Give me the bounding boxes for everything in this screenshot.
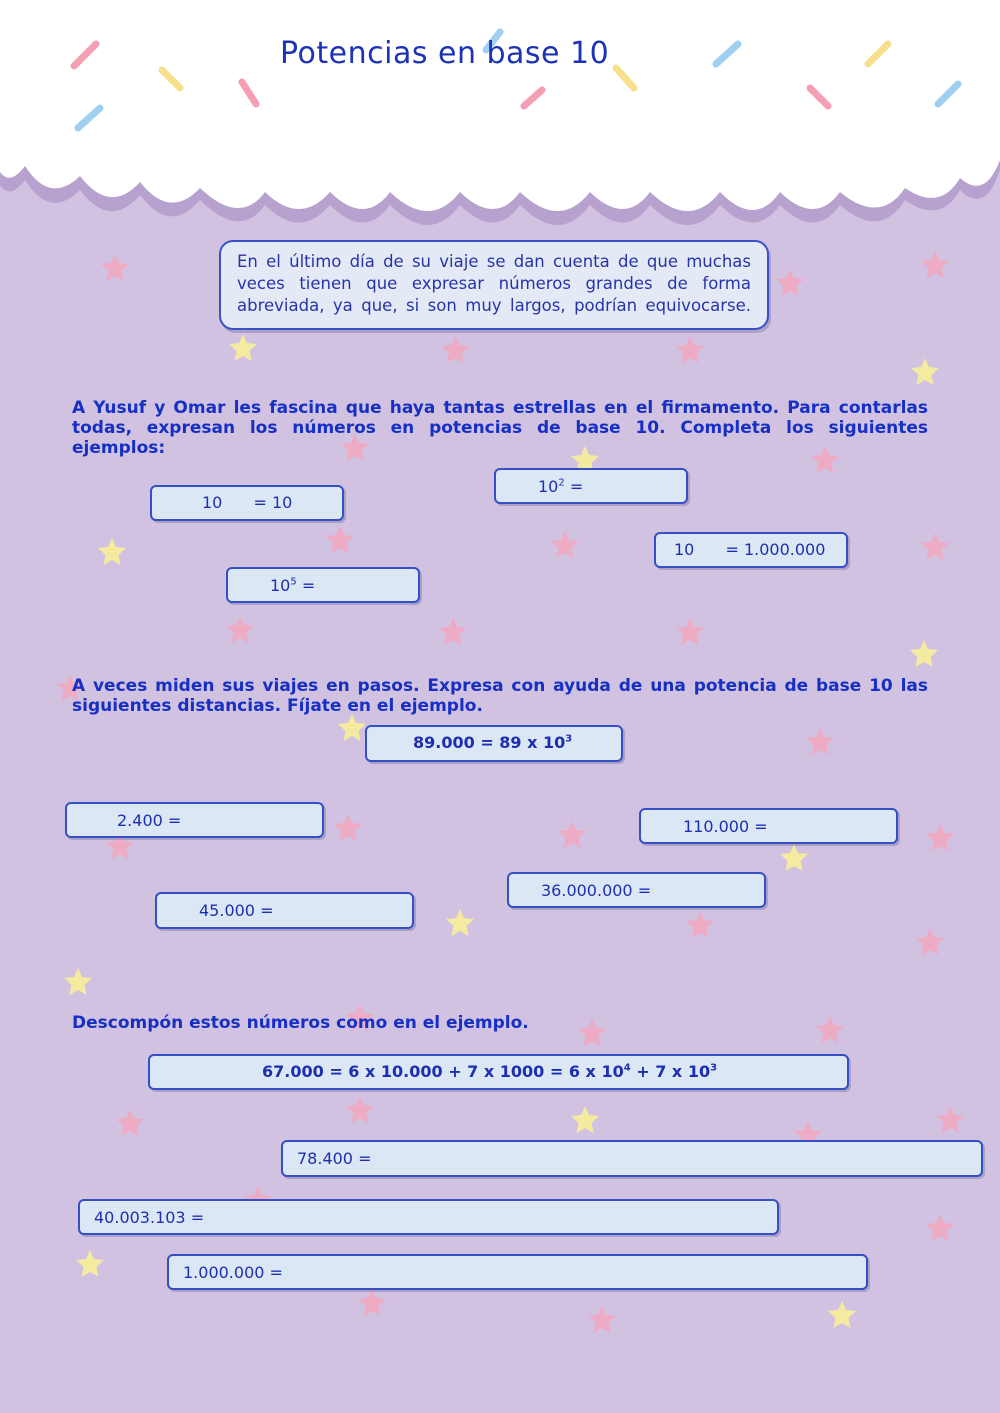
power-box-2 [494,468,688,504]
example-box [365,725,623,762]
power-box-1 [150,485,344,521]
decomposition-example [148,1054,849,1090]
equation: = 10 [253,493,293,512]
answer-input[interactable] [186,804,310,838]
answer-input[interactable] [209,1201,753,1235]
distance-label: 110.000 = [683,817,768,836]
base: 10 [538,477,559,496]
power-box-4 [226,567,420,603]
number-label: 1.000.000 = [183,1263,283,1282]
decompose-box-3 [167,1254,868,1290]
answer-input[interactable] [320,569,384,603]
example-text: 89.000 = 89 x 10 [413,733,566,752]
page-title: Potencias en base 10 [280,36,610,71]
base: 10 [202,493,223,512]
example-part-2: + 7 x 10 [630,1062,711,1081]
answer-input[interactable] [773,810,887,844]
answer-input[interactable] [588,470,652,504]
intro-text-box: En el último día de su viaje se dan cuenta de que muchas veces tienen que expresar números grandes de forma abreviada, ya que, si son muy largos, podrían equivocarse. [219,240,769,330]
number-label: 78.400 = [297,1149,372,1168]
answer-input[interactable] [656,874,750,908]
section1-instruction: A Yusuf y Omar les fascina que haya tantas estrellas en el firmamento. Para contarlas todas, expresan los números en potencias de base 10. Completa los siguientes ejemplos: [72,398,928,458]
number-label: 40.003.103 = [94,1208,205,1227]
example-part-1: 67.000 = 6 x 10.000 + 7 x 1000 = 6 x 10 [262,1062,624,1081]
distance-box-3 [507,872,766,908]
answer-input[interactable] [288,1256,852,1290]
distance-label: 45.000 = [199,901,274,920]
distance-label: 36.000.000 = [541,881,652,900]
distance-box-1 [65,802,324,838]
exponent: 5 [290,576,297,588]
power-box-3 [654,532,848,568]
distance-label: 2.400 = [117,811,182,830]
exponent: 2 [558,477,565,489]
section3-instruction: Descompón estos números como en el ejemplo. [72,1013,529,1033]
answer-input[interactable] [377,1142,941,1176]
distance-box-2 [639,808,898,844]
decompose-box-1 [281,1140,983,1177]
section2-instruction: A veces miden sus viajes en pasos. Expresa con ayuda de una potencia de base 10 las siguientes distancias. Fíjate en el ejemplo. [72,676,928,716]
equation: = 1.000.000 [725,540,826,559]
exponent: 3 [565,733,573,745]
distance-box-4 [155,892,414,929]
answer-input[interactable] [279,894,403,928]
base: 10 [674,540,695,559]
equation: = [569,477,584,496]
equation: = [301,576,316,595]
decompose-box-2 [78,1199,779,1235]
exponent-1: 4 [623,1062,631,1074]
exponent-2: 3 [710,1062,718,1074]
base: 10 [270,576,291,595]
